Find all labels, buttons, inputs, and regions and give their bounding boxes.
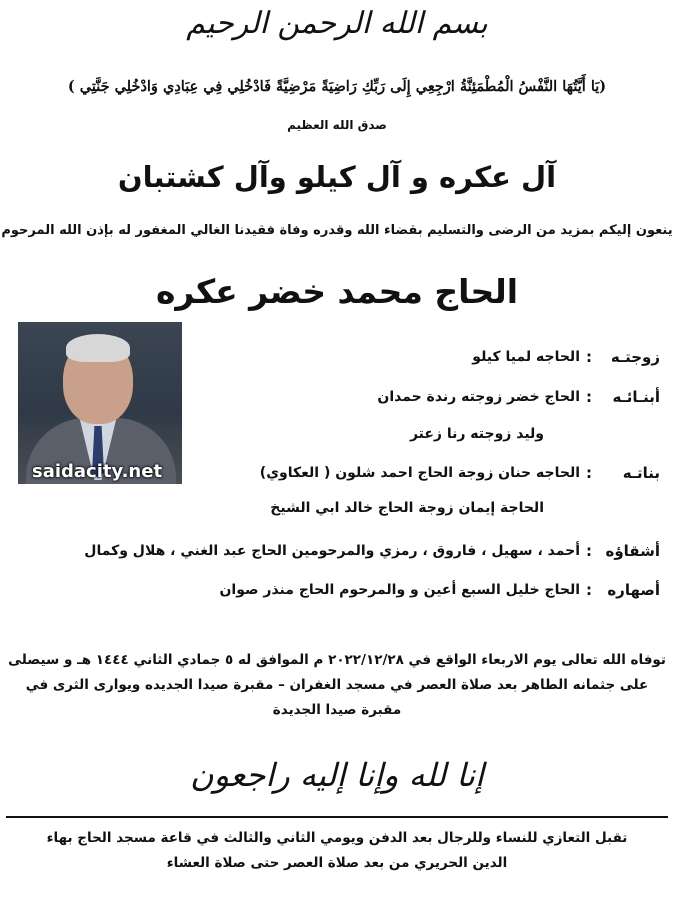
wife-row [14, 346, 660, 368]
wife-label: زوجتـه [610, 348, 660, 366]
families-title: آل عكره و آل كيلو وآل كشتبان [117, 160, 557, 194]
sons-row [14, 386, 660, 408]
sons-label: أبنـائـه [612, 388, 660, 406]
wife-colon: : [586, 348, 592, 366]
basmala: بسم الله الرحمن الرحيم [186, 6, 488, 41]
condolences-line-1: تقبل التعازي للنساء وللرجال بعد الدفن ويومي الثاني والثالث في قاعة مسجد الحاج بهاء [46, 830, 628, 846]
wife-value: الحاجه لميا كيلو [472, 349, 580, 365]
brothers-label: أشقاؤه [605, 542, 660, 560]
sons-colon: : [586, 388, 592, 406]
footer-divider [6, 816, 668, 818]
inlaws-colon: : [586, 581, 592, 599]
quran-verse: (يَا أَيَّتُهَا النَّفْسُ الْمُطْمَئِنَّةُ ارْجِعِي إِلَى رَبِّكِ رَاضِيَةً مَرْضِيَّةً فَادْخُلِي فِي عِبَادِي وَادْخُلِي جَنَّتِي ) [67, 78, 607, 95]
deceased-name: الحاج محمد خضر عكره [155, 272, 519, 311]
daughters-label: بناتـه [622, 464, 660, 482]
condolences-line-2: الدين الحريري من بعد صلاة العصر حتى صلاة العشاء [166, 855, 508, 871]
brothers-row [14, 540, 660, 562]
daughters-colon: : [586, 464, 592, 482]
inlaws-row [14, 579, 660, 601]
daughters-continuation: الحاجة إيمان زوجة الحاج خالد ابي الشيخ [270, 500, 544, 516]
funeral-line-3: مقبرة صيدا الجديدة [272, 702, 402, 718]
announcement-intro: ينعون إليكم بمزيد من الرضى والتسليم بقضاء الله وقدره وفاة فقيدنا الغالي المغفور له بإذن الله المرحوم [1, 223, 673, 238]
funeral-line-2: على جثمانه الطاهر بعد صلاة العصر في مسجد الغفران – مقبرة صيدا الجديده ويوارى الثرى في [25, 677, 649, 693]
sadaq-allah: صدق الله العظيم [287, 118, 387, 132]
daughters-row [14, 462, 660, 484]
daughters-value: الحاجه حنان زوجة الحاج احمد شلون ( العكاوي) [259, 465, 580, 481]
inlaws-value: الحاج خليل السبع أعين و والمرحوم الحاج منذر صوان [219, 582, 580, 598]
sons-value: الحاج خضر زوجته رندة حمدان [377, 389, 580, 405]
sons-continuation: وليد زوجته رنا زعتر [409, 426, 544, 442]
closing-verse: إنا لله وإنا إليه راجعون [190, 756, 484, 794]
brothers-value: أحمد ، سهيل ، فاروق ، رمزي والمرحومين الحاج عبد الغني ، هلال وكمال [84, 543, 580, 559]
site-watermark: saidacity.net [32, 461, 163, 482]
brothers-colon: : [586, 542, 592, 560]
inlaws-label: أصهاره [607, 581, 660, 599]
funeral-line-1: توفاه الله تعالى يوم الاربعاء الواقع في ٢٠٢٢/١٢/٢٨ م الموافق له ٥ جمادي الثاني ١٤٤٤ هـ و سيصلى [8, 652, 666, 668]
condolences [0, 826, 674, 876]
funeral-details [0, 648, 674, 723]
